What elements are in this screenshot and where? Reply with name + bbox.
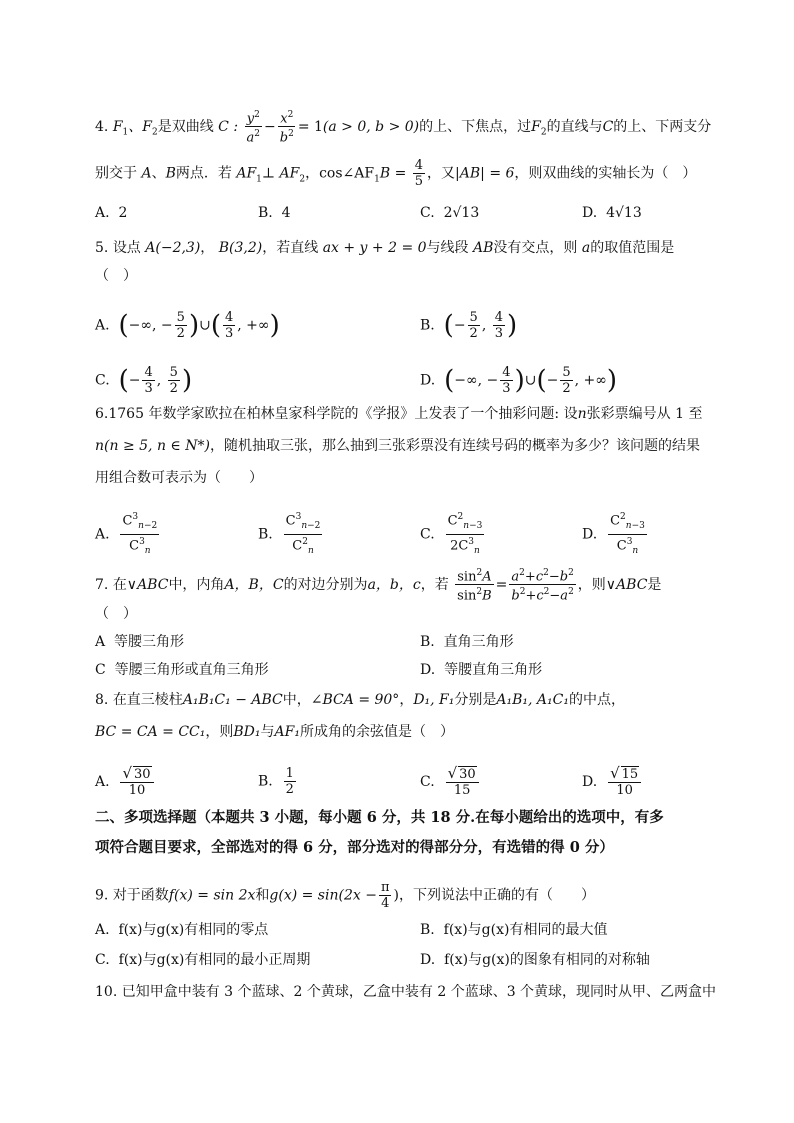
q6-option-c[interactable]: C. $\frac{C^2_{n-3}}{2C^3_n}$ [420,512,483,556]
q6-option-d[interactable]: D. $\frac{C^2_{n-3}}{C^3_n}$ [582,512,645,556]
q8-line2: BC = CA = CC₁，则BD₁与AF₁所成角的余弦值是（ ） [95,724,454,740]
q10-line1: 10. 已知甲盒中装有 3 个蓝球、2 个黄球，乙盒中装有 2 个蓝球、3 个黄球，现同时从甲、乙两盒中 [95,984,717,1000]
q8-option-c[interactable]: C. $\frac{√ 30}{15}$ [420,766,481,798]
q4-option-c[interactable]: C. 2√13 [420,205,480,221]
q4-number: 4. [95,118,109,135]
q5-option-c[interactable]: C. (− $\frac{4}{3}$ , $\frac{5}{2}$ ) [95,365,193,396]
q7-line1: 7. 在∨ABC中，内角A，B，C的对边分别为a，b，c，若 $\frac{\sin^2A}{\sin^2B}$ = $\frac{a^2+c^2-b^2}{b^2+c^2-a^2}$ ，则∨ABC是 [95,568,662,604]
q5-option-b[interactable]: B. (− $\frac{5}{2}$ , $\frac{4}{3}$ ) [420,310,518,341]
q4-option-d[interactable]: D. 4√13 [582,205,642,221]
q8-option-b[interactable]: B. $\frac{1}{2}$ [258,766,294,797]
q8-option-a[interactable]: A. $\frac{√ 30}{10}$ [95,766,156,798]
section2-line2: 项符合题目要求，全部选对的得 6 分，部分选对的得部分分，有选错的得 0 分） [95,839,614,856]
q4-frac-y: $\frac{y^2}{a^2}$ [246,110,261,146]
q9-line1: 9. 对于函数f(x) = sin 2x和g(x) = sin(2x − $\frac{\pi}{4}$ )，下列说法中正确的有（ ） [95,880,595,911]
q8-line1: 8. 在直三棱柱A₁B₁C₁ − ABC中，∠BCA = 90°，D₁, F₁分别是A₁B₁, A₁C₁的中点， [95,692,625,708]
q5-option-a[interactable]: A. (−∞, − $\frac{5}{2}$ )∪( $\frac{4}{3}$ , +∞) [95,310,280,341]
q4-frac-4-5: $\frac{4}{5}$ [414,158,424,189]
q7-frac-abc: $\frac{a^2+c^2-b^2}{b^2+c^2-a^2}$ [511,568,574,604]
q9-option-c[interactable]: C. f(x)与g(x)有相同的最小正周期 [95,952,311,968]
q6-line3: 用组合数可表示为（ ） [95,470,263,486]
q7-option-c[interactable]: C 等腰三角形或直角三角形 [95,662,269,678]
q5-bracket: （ ） [95,268,137,284]
q7-option-d[interactable]: D. 等腰直角三角形 [420,662,543,678]
q7-frac-sin: $\frac{\sin^2A}{\sin^2B}$ [457,568,492,604]
q4-frac-x: $\frac{x^2}{b^2}$ [279,110,294,146]
q6-line1: 6.1765 年数学家欧拉在柏林皇家科学院的《学报》上发表了一个抽彩问题: 设n张彩票编号从 1 至 [95,406,703,422]
q7-option-b[interactable]: B. 直角三角形 [420,634,514,650]
section2-line1: 二、多项选择题（本题共 3 小题，每小题 6 分，共 18 分.在每小题给出的选项中，有多 [95,809,664,826]
q6-option-b[interactable]: B. $\frac{C^3_{n-2}}{C^2_n}$ [258,512,321,556]
q9-option-d[interactable]: D. f(x)与g(x)的图象有相同的对称轴 [420,952,650,968]
q4-line2: 别交于 A、B两点．若 $AF_1\perp$ $AF_2$，$\cos\angle AF_1B$ = $\frac{4}{5}$ ，又|AB| = 6，则双曲线的实轴长为（ ） [95,158,697,189]
q8-option-d[interactable]: D. $\frac{√ 15}{10}$ [582,766,643,798]
q5-line1: 5. 设点 A(−2,3)， B(3,2)，若直线 ax + y + 2 = 0与线段 AB没有交点，则 a的取值范围是 [95,240,675,256]
q7-option-a[interactable]: A 等腰三角形 [95,634,185,650]
q6-line2: n(n ≥ 5, n ∈ N*)，随机抽取三张，那么抽到三张彩票没有连续号码的概率为多少？该问题的结果 [95,438,700,454]
q7-bracket: （ ） [95,606,137,622]
q4-option-a[interactable]: A. 2 [95,205,128,221]
q9-option-a[interactable]: A. f(x)与g(x)有相同的零点 [95,922,269,938]
q9-option-b[interactable]: B. f(x)与g(x)有相同的最大值 [420,922,608,938]
q5-option-d[interactable]: D. (−∞, − $\frac{4}{3}$ )∪(− $\frac{5}{2}$ , +∞) [420,365,618,396]
q6-option-a[interactable]: A. $\frac{C^3_{n-2}}{C^3_n}$ [95,512,158,556]
q4-option-b[interactable]: B. 4 [258,205,291,221]
q4-line1: 4. $F_1$、$F_2$是双曲线 C : $\frac{y^2}{a^2}$ − $\frac{x^2}{b^2}$ = 1(a > 0, b > 0)的上、下焦点，过$F_2$的直线与C的上、下两支分 [95,110,712,146]
